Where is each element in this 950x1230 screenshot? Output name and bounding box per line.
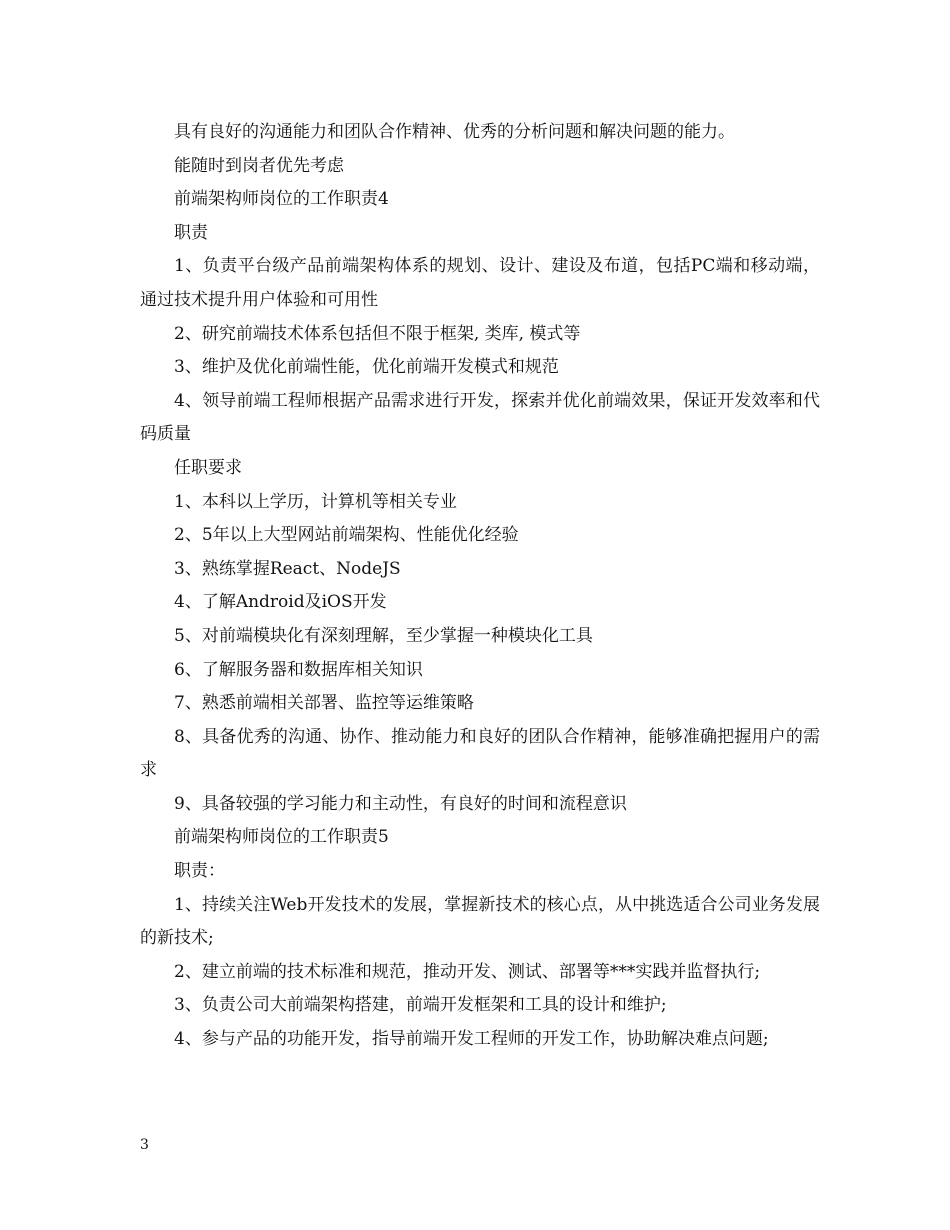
list-item: 3、熟练掌握React、NodeJS	[174, 558, 401, 579]
list-item: 7、熟悉前端相关部署、监控等运维策略	[174, 693, 474, 714]
section-heading: 前端架构师岗位的工作职责5	[174, 827, 389, 848]
list-item: 2、5年以上大型网站前端架构、性能优化经验	[174, 525, 519, 546]
list-item: 1、本科以上学历，计算机等相关专业	[174, 491, 457, 512]
list-item: 9、具备较强的学习能力和主动性，有良好的时间和流程意识	[174, 793, 627, 814]
subheading: 职责	[174, 222, 208, 243]
page-number: 3	[140, 1137, 149, 1153]
list-item: 8、具备优秀的沟通、协作、推动能力和良好的团队合作精神，能够准确把握用户的需求	[140, 726, 820, 781]
subheading: 职责：	[174, 861, 225, 882]
list-item: 1、持续关注Web开发技术的发展，掌握新技术的核心点，从中挑选适合公司业务发展的新技术;	[140, 894, 820, 949]
list-item: 3、维护及优化前端性能，优化前端开发模式和规范	[174, 357, 559, 378]
subheading: 任职要求	[174, 457, 242, 478]
list-item: 4、参与产品的功能开发，指导前端开发工程师的开发工作，协助解决难点问题;	[174, 1029, 769, 1050]
list-item: 4、了解Android及iOS开发	[174, 592, 387, 613]
list-item: 2、研究前端技术体系包括但不限于框架, 类库, 模式等	[174, 323, 581, 344]
paragraph: 具有良好的沟通能力和团队合作精神、优秀的分析问题和解决问题的能力。	[174, 122, 735, 142]
document-body	[140, 116, 820, 1057]
list-item: 3、负责公司大前端架构搭建，前端开发框架和工具的设计和维护;	[174, 995, 667, 1016]
section-heading: 前端架构师岗位的工作职责4	[174, 189, 389, 210]
list-item: 1、负责平台级产品前端架构体系的规划、设计、建设及布道，包括PC端和移动端，通过技术提升用户体验和可用性	[140, 256, 820, 310]
list-item: 4、领导前端工程师根据产品需求进行开发，探索并优化前端效果，保证开发效率和代码质量	[140, 390, 820, 445]
list-item: 2、建立前端的技术标准和规范，推动开发、测试、部署等***实践并监督执行;	[174, 961, 761, 982]
list-item: 6、了解服务器和数据库相关知识	[174, 659, 423, 680]
list-item: 5、对前端模块化有深刻理解，至少掌握一种模块化工具	[174, 625, 593, 646]
paragraph: 能随时到岗者优先考虑	[174, 155, 344, 176]
